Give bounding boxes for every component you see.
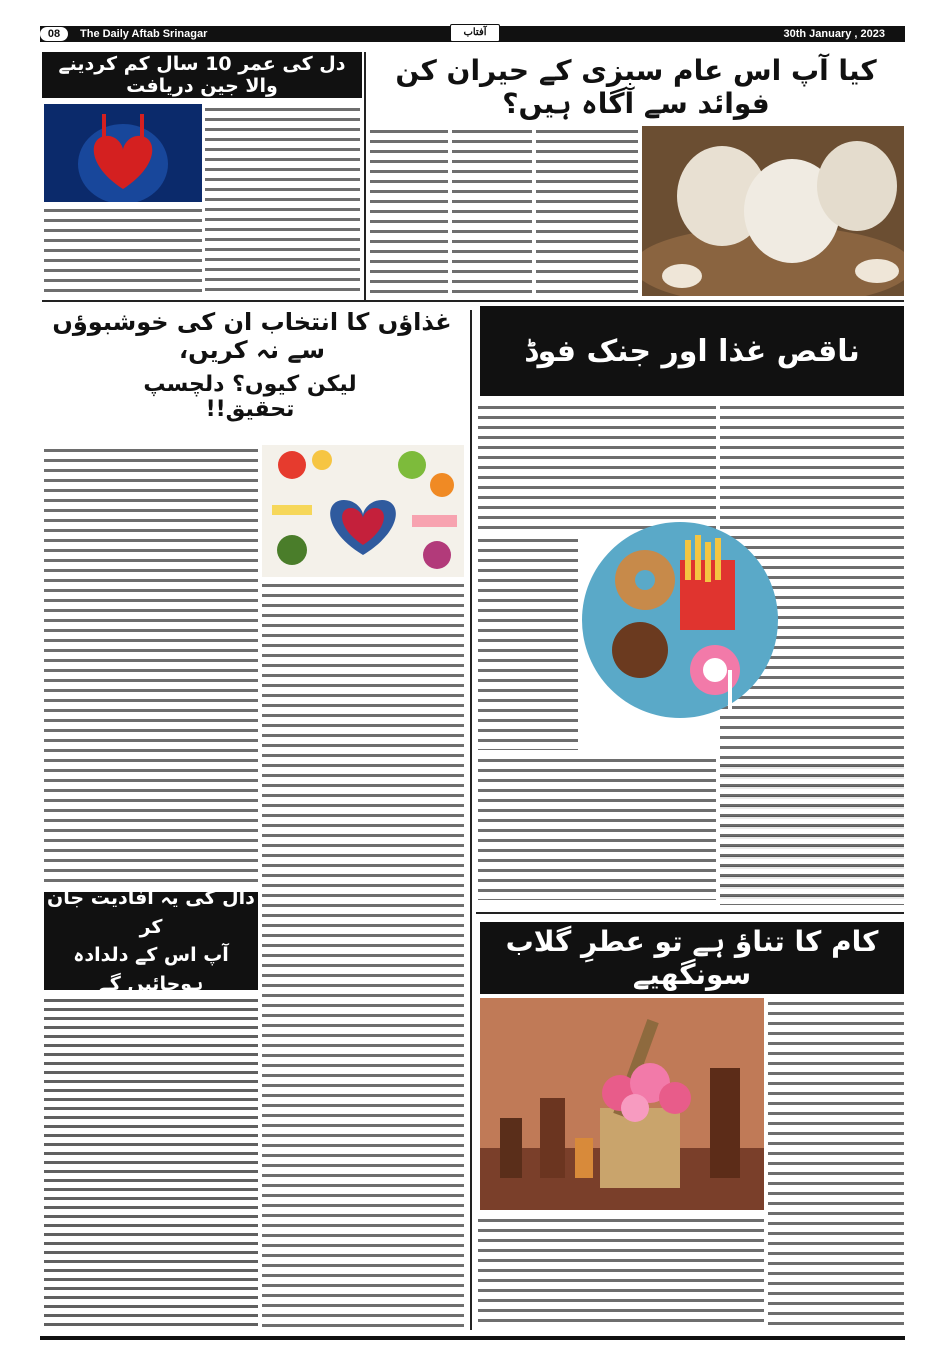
section-rule: [42, 300, 904, 302]
vegetables-image: [262, 445, 464, 577]
page-header: [40, 26, 905, 42]
rose-body-col1: [768, 998, 904, 1326]
column-rule: [470, 310, 472, 1330]
food-headline-line1: غذاؤں کا انتخاب ان کی خوشبوؤں سے نہ کریں،: [52, 308, 452, 364]
issue-date: 30th January , 2023: [783, 28, 885, 40]
daal-headline-line1: دال کی یہ افادیت جان کر: [47, 887, 255, 938]
junk-headline: ناقص غذا اور جنک فوڈ: [480, 306, 904, 396]
daal-headline-line2: آپ اس کے دلدادہ ہوجائیں گے: [73, 944, 229, 995]
heart-body-col2: [44, 205, 202, 293]
page-number: 08: [40, 27, 68, 41]
column-rule: [364, 52, 366, 300]
masthead-logo: آفتاب: [450, 24, 500, 42]
publication-name: The Daily Aftab Srinagar: [80, 28, 208, 40]
food-headline-line2: لیکن کیوں؟ دلچسپ تحقیق!!: [143, 372, 357, 422]
garlic-headline: کیا آپ اس عام سبزی کے حیران کن فوائد سے آگاہ ہیں؟: [395, 54, 877, 120]
daal-headline: [44, 887, 258, 995]
section-rule: [476, 912, 904, 914]
junk-body-col2: [478, 402, 716, 532]
food-body-col1: [44, 445, 258, 885]
rose-headline: کام کا تناؤ ہے تو عطرِ گلاب سونگھیے: [480, 922, 904, 994]
garlic-body-col3: [370, 126, 448, 296]
junk-body-col3: [478, 535, 578, 750]
junk-body-col4: [478, 755, 716, 900]
page-footer-rule: [40, 1336, 905, 1340]
garlic-body-col1: [536, 126, 638, 296]
heart-image: [44, 104, 202, 202]
heart-body-col1: [205, 104, 360, 292]
daal-body: [44, 996, 258, 1328]
food-body-col2: [262, 580, 464, 1328]
rose-image: [480, 998, 764, 1210]
junk-food-image: [580, 520, 780, 720]
rose-body-col2: [478, 1215, 764, 1327]
heart-headline: دل کی عمر 10 سال کم کردینے والا جین دریافت: [42, 52, 362, 98]
garlic-image: [642, 126, 904, 296]
junk-body-col5: [720, 760, 904, 905]
garlic-body-col2: [452, 126, 532, 296]
